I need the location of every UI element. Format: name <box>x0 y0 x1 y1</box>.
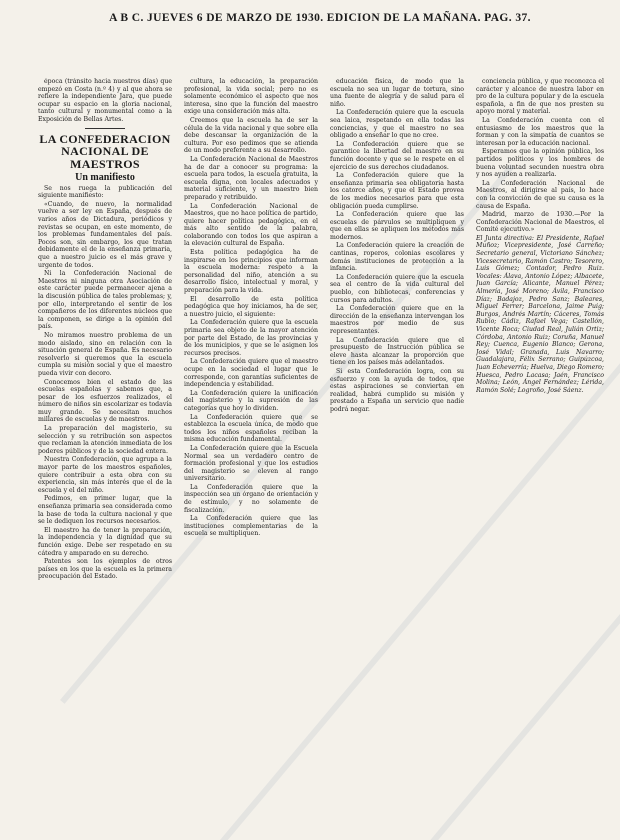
paragraph: La Confederación quiere que las escuelas de párvulos se multipliquen y que en ellas se apliquen los métodos más modernos. <box>330 211 464 241</box>
paragraph: La Confederación Nacional de Maestros, al dirigirse al país, lo hace con la convicción de que su causa es la causa de España. <box>476 179 604 210</box>
col1-top-paragraph: época (tránsito hacia nuestros días) que empezó en Costa (n.º 4) y al que ahora se refiere la independiente Jara, que puede ocupar su espacio en la gloria nacional, tanto cultural y monumental como a la Exposición de Bellas Artes. <box>38 78 172 123</box>
paragraph: La Confederación quiere que la Escuela Normal sea un verdadero centro de formación profesional y que los estudios del magisterio se eleven al rango universitario. <box>184 444 318 483</box>
paragraph: Creemos que la escuela ha de ser la célula de la vida nacional y que sobre ella debe descansar la organización de la cultura. Por eso pedimos que se atienda de un modo preferente a su desarrollo. <box>184 116 318 155</box>
column-2 <box>184 78 318 818</box>
paragraph: Pedimos, en primer lugar, que la enseñanza primaria sea considerada como la base de toda la cultura nacional y que se le dediquen los recursos necesarios. <box>38 495 172 526</box>
paragraph: Se nos ruega la publicación del siguiente manifiesto: <box>38 184 172 200</box>
paragraph: Esperamos que la opinión pública, los partidos políticos y los hombres de buena voluntad secunden nuestra obra y nos ayuden a realizarla. <box>476 148 604 179</box>
paragraph: Ni la Confederación Nacional de Maestros ni ninguna otra Asociación de este carácter puede permanecer ajena a la discusión pública de tales problemas; y, por ello, interpretando el sentir de los compañeros de los diferentes núcleos que la componen, se dirige a la opinión del país. <box>38 270 172 331</box>
paragraph: La Confederación quiere que la escuela primaria sea objeto de la mayor atención por parte del Estado, de las provincias y de los municipios, y que se le asignen los recursos precisos. <box>184 319 318 357</box>
paragraph: educación física, de modo que la escuela no sea un lugar de tortura, sino una fuente de alegría y de salud para el niño. <box>330 78 464 108</box>
paragraph: La Confederación cuenta con el entusiasmo de los maestros que la forman y con la simpatía de cuantos se interesan por la educación nacional. <box>476 116 604 147</box>
paragraph: Si esta Confederación logra, con su esfuerzo y con la ayuda de todos, que estas aspiraciones se conviertan en realidad, habrá cumplido su misión y prestado a España un servicio que nadie podrá negar. <box>330 367 464 413</box>
column-1 <box>38 78 172 818</box>
paragraph: La Confederación quiere que en la dirección de la enseñanza intervengan los maestros por medio de sus representantes. <box>330 305 464 335</box>
paragraph: El maestro ha de tener la preparación, la independencia y la dignidad que su función exige. Debe ser respetado en su cátedra y amparado en su derecho. <box>38 526 172 557</box>
paragraph: La Confederación quiere que la escuela sea laica, respetando en ella todas las conciencias, y que el maestro no sea obligado a enseñar lo que no cree. <box>330 109 464 140</box>
paragraph: conciencia pública, y que reconozca el carácter y alcance de nuestra labor en pro de la cultura popular y de la escuela española, a fin de que nos presten su apoyo moral y material. <box>476 78 604 116</box>
paragraph: La Confederación quiere que el maestro ocupe en la sociedad el lugar que le corresponde, con garantías suficientes de independencia y estabilidad. <box>184 358 318 389</box>
paragraph: La Confederación quiere la creación de cantinas, roperos, colonias escolares y demás instituciones de protección a la infancia. <box>330 242 464 273</box>
signatories-text: El Junta directiva: El Presidente, Rafael Muñoz; Vicepresidente, José Carreño; Secretario general, Victoriano Sánchez; Vicesecretario, Ramón Castro; Tesorero, Luis Gómez; Contador, Pedro Ruiz. Vocales: Álava, Antonio López; Albacete, Juan García; Alicante, Manuel Pérez; Almería, José Moreno; Ávila, Francisco Díaz; Badajoz, Pedro Sanz; Baleares, Miguel Ferrer; Barcelona, Jaime Puig; Burgos, Andrés Martín; Cáceres, Tomás Rubio; Cádiz, Rafael Vega; Castellón, Vicente Roca; Ciudad Real, Julián Ortiz; Córdoba, Antonio Ruiz; Coruña, Manuel Rey; Cuenca, Eugenio Blanco; Gerona, José Vidal; Granada, Luis Navarro; Guadalajara, Félix Serrano; Guipúzcoa, Juan Echeverría; Huelva, Diego Romero; Huesca, Pedro Lacasa; Jaén, Francisco Molina; León, Ángel Fernández; Lérida, Ramón Solé; Logroño, José Sáenz. <box>476 234 604 394</box>
paragraph: Nuestra Confederación, que agrupa a la mayor parte de los maestros españoles, quiere contribuir a esta obra con su experiencia, sin más interés que el de la escuela y el del niño. <box>38 456 172 494</box>
paragraph: La Confederación quiere que las instituciones complementarias de la escuela se multipliquen. <box>184 515 318 538</box>
paragraph: Conocemos bien el estado de las escuelas españolas y sabemos que, a pesar de los esfuerzos realizados, el número de niños sin escolarizar es todavía muy grande. Se necesitan muchos millares de escuelas y de maestros. <box>38 378 172 424</box>
paragraph: La Confederación quiere que se garantice la libertad del maestro en su función docente y que se le respete en el ejercicio de sus derechos ciudadanos. <box>330 140 464 171</box>
paragraph: La Confederación Nacional de Maestros, que no hace política de partido, quiere hacer política pedagógica, en el más alto sentido de la palabra, colaborando con todos los que aspiran a la elevación cultural de España. <box>184 202 318 248</box>
column-4 <box>476 78 604 818</box>
article-subtitle: Un manifiesto <box>75 172 135 184</box>
signatories-list <box>476 235 604 394</box>
paragraph: Patentes son los ejemplos de otros países en los que la escuela es la primera preocupación del Estado. <box>38 558 172 581</box>
paragraph: Esta política pedagógica ha de inspirarse en los principios que informan la escuela moderna: respeto a la personalidad del niño, atención a su desarrollo físico, intelectual y moral, y preparación para la vida. <box>184 249 318 295</box>
paragraph: Madrid, marzo de 1930.—Por la Confederación Nacional de Maestros, el Comité ejecutivo.» <box>476 211 604 234</box>
article-title: LA CONFEDERACION NACIONAL DE MAESTROS <box>39 131 171 171</box>
paragraph: La Confederación quiere que la escuela sea el centro de la vida cultural del pueblo, con bibliotecas, conferencias y cursos para adultos. <box>330 273 464 304</box>
paragraph: No miramos nuestro problema de un modo aislado, sino en relación con la situación general de España. Es necesario resolverlo si queremos que la escuela cumpla su misión social y que el maestro pueda vivir con decoro. <box>38 331 172 377</box>
paragraph: El desarrollo de esta política pedagógica que hoy iniciamos, ha de ser, a nuestro juicio, el siguiente: <box>184 295 318 318</box>
paragraph: La Confederación quiere que la inspección sea un órgano de orientación y de estímulo, y no solamente de fiscalización. <box>184 483 318 514</box>
paragraph: La preparación del magisterio, su selección y su retribución son aspectos que reclaman la atención inmediata de los poderes públicos y de la sociedad entera. <box>38 425 172 455</box>
paragraph: La Confederación quiere la unificación del magisterio y la supresión de las categorías que hoy lo dividen. <box>184 389 318 412</box>
column-3 <box>330 78 464 818</box>
paragraph: «Cuando, de nuevo, la normalidad vuelve a ser ley en España, después de varios años de Dictadura, periódicos y revistas se ocupan, en este momento, de los problemas fundamentales del país. Pocos son, sin embargo, los que tratan debidamente el de la enseñanza primaria, que a nuestro juicio es el más grave y urgente de todos. <box>38 200 172 269</box>
paragraph: La Confederación quiere que la enseñanza primaria sea obligatoria hasta los catorce años, y que el Estado provea de los medios necesarios para que esta obligación pueda cumplirse. <box>330 172 464 210</box>
divider <box>85 128 125 129</box>
paragraph: La Confederación quiere que se establezca la escuela única, de modo que todos los niños españoles reciban la misma educación fundamental. <box>184 413 318 444</box>
paragraph: cultura, la educación, la preparación profesional, la vida social; pero no es solamente económico el aspecto que nos interesa, sino que la función del maestro exige una consideración más alta. <box>184 78 318 116</box>
paragraph: La Confederación quiere que el presupuesto de Instrucción pública se eleve hasta alcanzar la proporción que tiene en los países más adelantados. <box>330 336 464 367</box>
page-header: A B C. JUEVES 6 DE MARZO DE 1930. EDICION DE LA MAÑANA. PAG. 37. <box>109 12 531 24</box>
paragraph: La Confederación Nacional de Maestros ha de dar a conocer su programa: la escuela para todos, la escuela gratuita, la escuela digna, con locales adecuados y material suficiente, y un maestro bien preparado y retribuido. <box>184 155 318 201</box>
